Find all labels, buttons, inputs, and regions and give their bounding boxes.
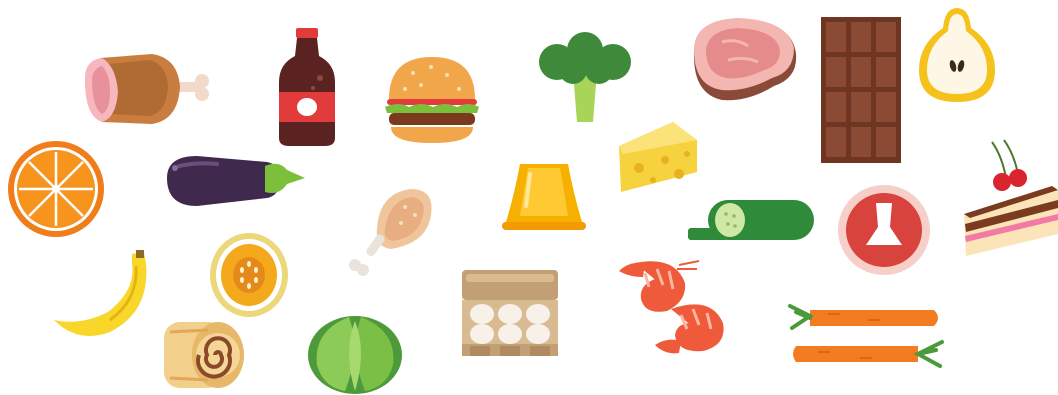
cheese-wedge-icon (617, 120, 699, 194)
cake-slice-icon (962, 138, 1058, 258)
chicken-drumstick-icon (345, 185, 435, 277)
ham-leg-icon (80, 52, 215, 132)
orange-slice-icon (7, 140, 105, 238)
cola-bottle-icon (275, 26, 340, 148)
broccoli-icon (535, 32, 635, 124)
cinnamon-roll-icon (160, 318, 246, 392)
cabbage-icon (305, 307, 405, 395)
pear-half-icon (915, 6, 999, 106)
egg-carton-icon (462, 268, 558, 358)
carrots-icon (788, 302, 944, 378)
cucumber-icon (688, 198, 816, 244)
jelly-pudding-icon (502, 160, 586, 232)
melon-half-icon (208, 232, 290, 318)
meat-cut-icon (836, 183, 932, 277)
banana-icon (50, 250, 155, 342)
eggplant-icon (157, 152, 307, 208)
shrimp-icon (615, 255, 735, 359)
steak-icon (688, 16, 800, 104)
burger-icon (385, 55, 480, 147)
chocolate-bar-icon (821, 17, 901, 163)
